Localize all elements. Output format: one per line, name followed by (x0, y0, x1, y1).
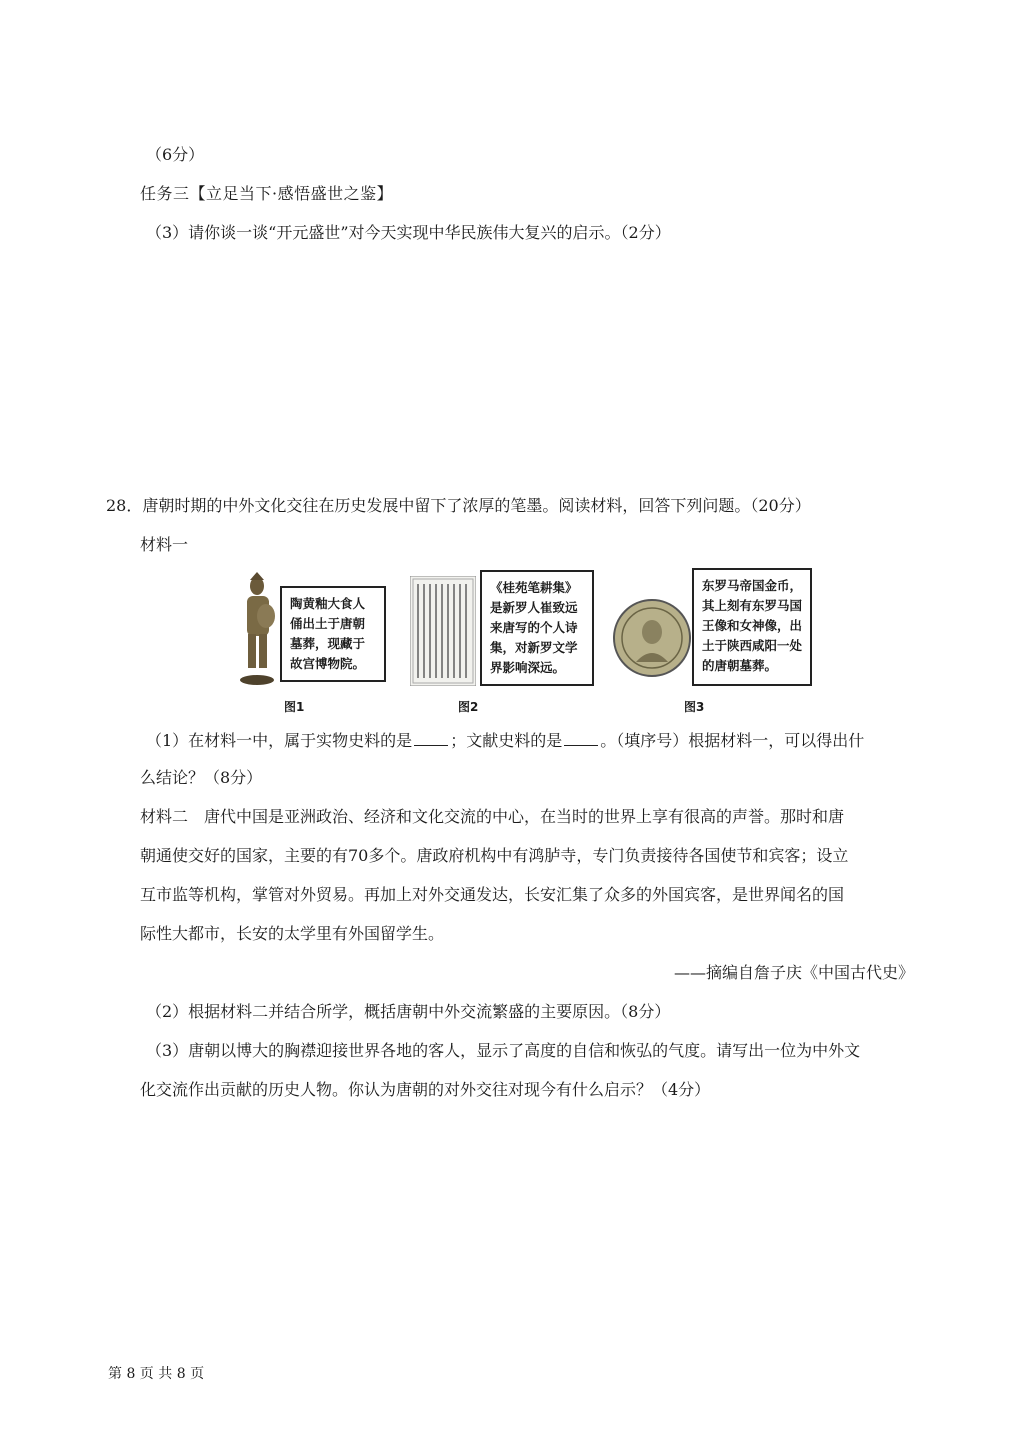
sub-question-3-cont: 化交流作出贡献的历史人物。你认为唐朝的对外交往对现今有什么启示？（4分） (140, 1080, 711, 1099)
score-note: （6分） (146, 145, 205, 164)
material-two-line-1: 材料二 唐代中国是亚洲政治、经济和文化交流的中心，在当时的世界上享有很高的声誉。那时和唐 (140, 807, 845, 826)
sub-question-3: （3）唐朝以博大的胸襟迎接世界各地的客人，显示了高度的自信和恢弘的气度。请写出一位为中外文 (146, 1041, 861, 1060)
sub1-text-b: ；文献史料的是 (450, 731, 563, 750)
sub-question-1 (146, 729, 864, 753)
answer-blank-physical[interactable] (414, 731, 448, 746)
pottery-figurine-icon (236, 572, 278, 692)
question-3: （3）请你谈一谈“开元盛世”对今天实现中华民族伟大复兴的启示。（2分） (146, 223, 671, 242)
figure-3 (612, 566, 812, 716)
figure-1 (236, 566, 366, 716)
question-28-intro: 28．唐朝时期的中外文化交往在历史发展中留下了浓厚的笔墨。阅读材料，回答下列问题。（20分） (106, 496, 811, 515)
figure-3-label: 图3 (684, 700, 705, 714)
answer-blank-documentary[interactable] (564, 731, 598, 746)
material-two-source: ——摘编自詹子庆《中国古代史》 (673, 963, 914, 982)
sub-question-2: （2）根据材料二并结合所学，概括唐朝中外交流繁盛的主要原因。（8分） (146, 1002, 671, 1021)
figure-2 (410, 566, 600, 716)
material-one-figures (236, 566, 816, 716)
material-two-line-4: 际性大都市，长安的太学里有外国留学生。 (140, 924, 445, 943)
ancient-book-icon (410, 576, 476, 686)
material-two-line-2: 朝通使交好的国家，主要的有70多个。唐政府机构中有鸿胪寺，专门负责接待各国使节和宾客；设立 (140, 846, 849, 865)
sub1-text-c: 。（填序号）根据材料一，可以得出什 (600, 731, 865, 750)
sub1-text-a: （1）在材料一中，属于实物史料的是 (146, 731, 413, 750)
figure-3-caption: 东罗马帝国金币，其上刻有东罗马国王像和女神像，出土于陕西咸阳一处的唐朝墓葬。 (692, 568, 812, 686)
figure-2-caption: 《桂苑笔耕集》是新罗人崔致远来唐写的个人诗集，对新罗文学界影响深远。 (480, 570, 594, 686)
sub-question-1-cont: 么结论？（8分） (140, 768, 263, 787)
page-number: 第 8 页 共 8 页 (108, 1366, 205, 1382)
material-two-line-3: 互市监等机构，掌管对外贸易。再加上对外交通发达，长安汇集了众多的外国宾客，是世界闻名的国 (140, 885, 845, 904)
figure-1-caption: 陶黄釉大食人俑出土于唐朝墓葬，现藏于故宫博物院。 (280, 586, 386, 682)
figure-2-label: 图2 (458, 700, 479, 714)
task-three-heading: 任务三【立足当下·感悟盛世之鉴】 (140, 184, 394, 203)
gold-coin-icon (612, 598, 692, 678)
material-one-label: 材料一 (140, 535, 189, 554)
figure-1-label: 图1 (284, 700, 305, 714)
